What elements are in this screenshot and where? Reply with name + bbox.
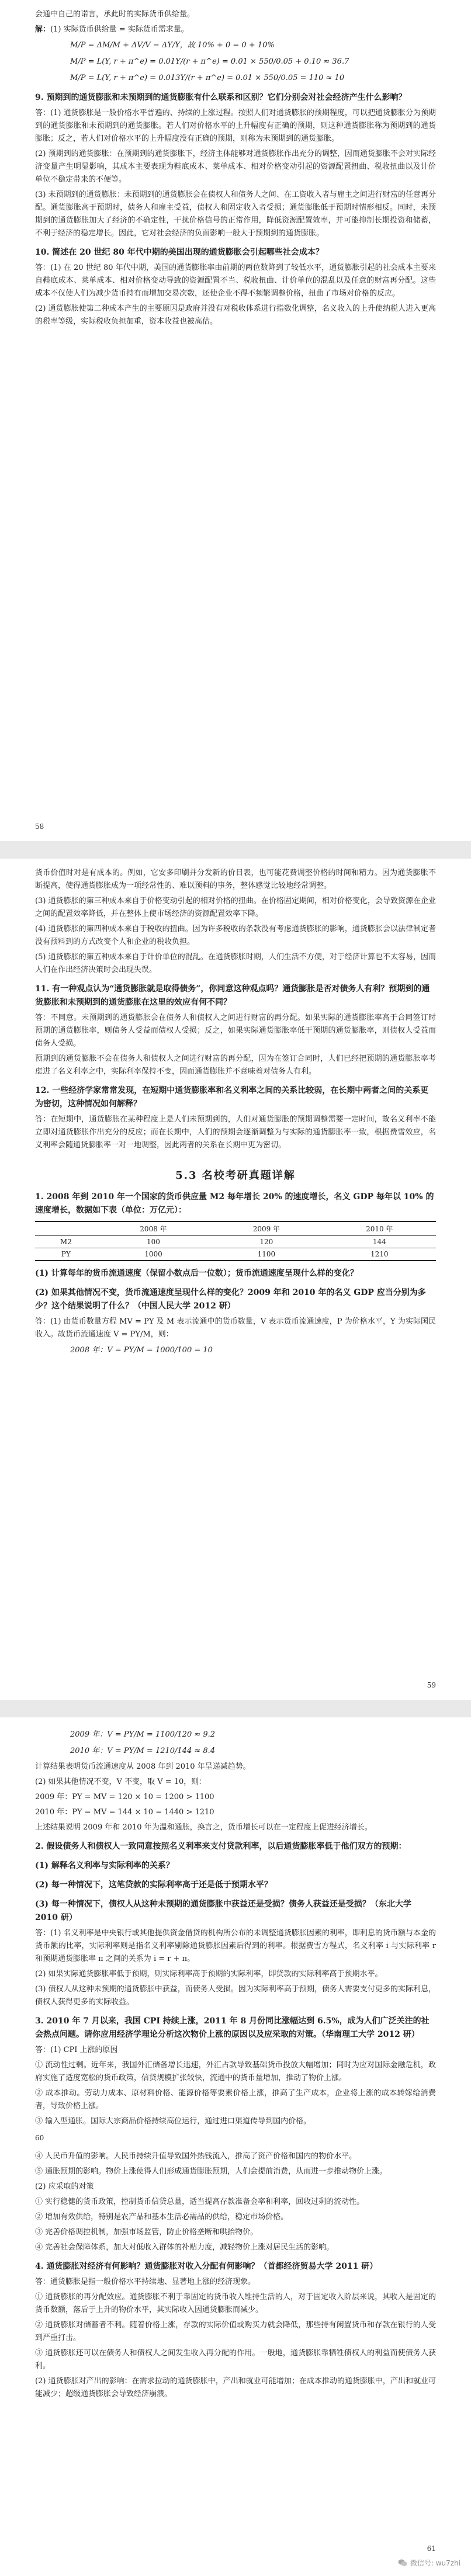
table-row [35, 1236, 436, 1248]
exam-answer-3-heading: 答：(1) CPI 上涨的原因 [35, 2046, 118, 2054]
question-10: 10. 简述在 20 世纪 80 年代中期的美国出现的通货膨胀会引起哪些社会成本？ [35, 248, 324, 257]
exam-answer-3-measure-2: ② 增加有效供给，特别是农产品和基本生活必需品的供给，稳定市场价格。 [35, 2213, 289, 2221]
exam-question-1-part-2: (2) 如果其他情况不变，货币流通速度呈现什么样的变化？2009 年和 2010 年的名义 GDP 应当分别为多少？这个结果说明了什么？（中国人民大学 2012 研） [35, 1288, 426, 1311]
wechat-watermark [398, 2558, 460, 2568]
equation-1: M/P = ΔM/M + ΔV/V − ΔY/Y，故 10% + 0 = 0 + 10% [70, 41, 275, 50]
table-header: 2010 年 [323, 1221, 436, 1236]
text-line: 计算结果表明货币流通速度从 2008 年到 2010 年呈递减趋势。 [35, 1762, 251, 1771]
exam-question-2: 2. 假设债务人和债权人一致同意按照名义利率来支付贷款利率，以后通货膨胀率低于他们双方的预期： [35, 1842, 407, 1851]
exam-question-2-part-1: (1) 解释名义利率与实际利率的关系？ [35, 1861, 174, 1870]
exam-answer-1: 答：(1) 由货币数量方程 MV = PY 及 M 表示流通中的货币数量，V 表示货币流通速度，P 为价格水平，Y 为实际国民收入。故货币流通速度 V = PY/M，则： [35, 1317, 436, 1339]
equation-2010: 2010 年：V = PY/M = 1210/144 ≈ 8.4 [70, 1747, 216, 1755]
wechat-icon [398, 2559, 407, 2567]
exam-answer-3-point-1: ① 流动性过剩。近年来，我国外汇储备增长迅速，外汇占款导致基础货币投放大幅增加；同时为应对国际金融危机，政府实施了适度宽松的货币政策，信贷规模扩张较快，流通中的货币量增加，推动了物价上涨。 [35, 2061, 436, 2082]
exam-answer-4-point-1: ① 通货膨胀的再分配效应。通货膨胀不利于靠固定的货币收入维持生活的人，对于固定收入阶层来说，其收入是固定的货币数额，落后于上升的物价水平，其实际收入因通货膨胀而减少。 [35, 2293, 436, 2314]
exam-answer-2-part-1: 答：(1) 名义利率是中央银行或其他提供资金借贷的机构所公布的未调整通货膨胀因素的利率，即利息的货币额与本金的货币额的比率，实际利率则是指名义利率剔除通货膨胀因素后得到的利率。根据费雪方程式，名义利率 i 与实际利率 r 和预期通货膨胀率 π 之间的关系为 i = r + π。 [35, 1929, 436, 1963]
question-12: 12. 一些经济学家常常发现，在短期中通货膨胀率和名义利率之间的关系比较弱，在长期中两者之间的关系更为密切，这种情况如何解释？ [35, 1086, 429, 1109]
table-cell: M2 [35, 1236, 97, 1248]
exam-question-2-part-2: (2) 每一种情况下，这笔贷款的实际利率高于还是低于预期水平？ [35, 1880, 272, 1890]
equation-2: M/P = L(Y, r + π^e) = 0.01Y/(r + π^e) = 0.01 × 550/0.05 + 0.10 ≈ 36.7 [70, 57, 349, 66]
answer-12: 答：在短期中，通货膨胀在某种程度上是人们未预期到的，人们对通货膨胀的预期调整需要一定时间，故名义利率不能立即对通货膨胀作出充分的反应；而在长期中，人们的预期会逐渐调整为与实际的通货膨胀率一致，根据费雪效应，名义利率会随通货膨胀率一对一地调整，因此两者的关系在长期中更为密切。 [35, 1115, 436, 1150]
exam-answer-3-point-3: ③ 输入型通胀。国际大宗商品价格持续高位运行，通过进口渠道传导到国内价格。 [35, 2117, 311, 2126]
answer-9-part-3: (3) 未预期到的通货膨胀：未预期到的通货膨胀会在债权人和债务人之间、在工资收入者与雇主之间进行财富的任意再分配。通货膨胀高于预期时，债务人和雇主受益，债权人和固定收入者受损；通货膨胀低于预期时情形相反。同时，未预期到的通货膨胀加大了经济的不确定性，干扰价格信号的正常作用，降低资源配置效率，并可能抑制长期投资和储蓄，不利于经济的稳定增长。因此，它对社会经济的负面影响一般大于预期到的通货膨胀。 [35, 190, 436, 238]
page-number-60: 60 [35, 2134, 44, 2142]
page-number: 58 [35, 822, 44, 831]
exam-question-4: 4. 通货膨胀对经济有何影响？通货膨胀对收入分配有何影响？（首都经济贸易大学 2011 研） [35, 2262, 378, 2271]
page-60-61 [0, 1717, 471, 2576]
continuation-3: (4) 通货膨胀的第四种成本来自于税收的扭曲。因为许多税收的条款没有考虑通货膨胀的影响，通货膨胀会以法律制定者没有预料到的方式改变个人和企业的税收负担。 [35, 925, 436, 946]
text-line: 2009 年：PY = MV = 120 × 10 = 1200 > 1100 [35, 1793, 214, 1801]
text-line: 上述结果说明 2009 年和 2010 年为温和通胀，换言之，货币增长可以在一定程度上促进经济增长。 [35, 1823, 372, 1832]
table-header: 2008 年 [97, 1221, 210, 1236]
table-cell: PY [35, 1248, 97, 1261]
table-cell: 144 [323, 1236, 436, 1248]
table-cell: 1100 [210, 1248, 323, 1261]
exam-answer-3-point-2: ② 成本推动。劳动力成本、原材料价格、能源价格等要素价格上涨，推高了生产成本，企业将上涨的成本转嫁给消费者，导致价格上涨。 [35, 2089, 436, 2110]
solution-label [35, 23, 436, 36]
equation-2008: 2008 年：V = PY/M = 1000/100 = 10 [70, 1346, 213, 1355]
page-58 [0, 0, 471, 841]
page-number: 59 [427, 1681, 436, 1689]
exam-answer-4-point-4: (2) 通货膨胀对产出的影响：在需求拉动的通货膨胀中，产出和就业可能增加；在成本推动的通货膨胀中，产出和就业可能减少；超级通货膨胀会导致经济崩溃。 [35, 2377, 436, 2398]
continuation-2: (3) 通货膨胀的第三种成本来自于价格变动引起的相对价格的扭曲。在价格固定期间，相对价格变化，会导致资源在企业之间的配置效率降低，并在整体上使市场经济的资源配置效率下降。 [35, 897, 436, 918]
section-heading: 5.3 名校考研真题详解 [175, 1169, 296, 1182]
data-table [35, 1221, 436, 1261]
exam-question-2-part-3: (3) 每一种情况下，债权人从这种未预期的通货膨胀中获益还是受损？债务人获益还是受损？（东北大学 2010 研） [35, 1900, 411, 1922]
answer-9-part-2: (2) 预期到的通货膨胀：在预期到的通货膨胀下，经济主体能够对通货膨胀作出充分的调整，因而通货膨胀不会对实际经济变量产生明显影响，其成本主要表现为鞋底成本、菜单成本、相对价格变动引起的资源配置扭曲、税收扭曲以及计价单位不稳定带来的不便等。 [35, 150, 436, 184]
equation-3: M/P = L(Y, r + π^e) = 0.013Y/(r + π^e) = 0.01 × 550/0.05 = 110 ≈ 10 [70, 74, 345, 82]
exam-answer-4-intro: 答：通货膨胀是指一般价格水平持续地、显著地上涨的经济现象。 [35, 2278, 256, 2286]
exam-answer-3-measures-heading: (2) 应采取的对策 [35, 2182, 94, 2191]
question-9: 9. 预期到的通货膨胀和未预期到的通货膨胀有什么联系和区别？它们分别会对社会经济产生什么影响？ [35, 93, 407, 102]
table-cell: 100 [97, 1236, 210, 1248]
continuation-4: (5) 通货膨胀的第五种成本来自于计价单位的混乱。在通货膨胀时期，人们生活不方便，对于经济计算也不太容易，因而人们在作出经济决策时会出现失误。 [35, 953, 436, 974]
text-line: (2) 如果其他情况不变，V 不变，取 V = 10，则： [35, 1777, 207, 1786]
answer-9-part-1: 答：(1) 通货膨胀是一般价格水平普遍的、持续的上涨过程。按照人们对通货膨胀的预期程度，可以把通货膨胀分为预期到的通货膨胀和未预期到的通货膨胀。若人们对价格水平的上升幅度有正确的预期，则这种通货膨胀称为预期到的通货膨胀；反之，若人们对价格水平的上升幅度没有正确的预期，则称为未预期到的通货膨胀。 [35, 109, 436, 143]
exam-answer-2-part-2: (2) 如果实际通货膨胀率低于预期，则实际利率高于预期的实际利率，即贷款的实际利率高于预期水平。 [35, 1970, 383, 1978]
table-header: 2009 年 [210, 1221, 323, 1236]
page-number-61: 61 [427, 2544, 436, 2553]
table-cell: 1210 [323, 1248, 436, 1261]
intro-text: 会通中自己的诺言，承此时的实际货币供给量。 [35, 10, 195, 19]
exam-question-3: 3. 2010 年 7 月以来，我国 CPI 持续上涨，2011 年 8 月份同比涨幅达到 6.5%，成为人们广泛关注的社会热点问题。请你应用经济学理论分析这次物价上涨的原因以及应采取的对策。（华南理工大学 2012 研） [35, 2016, 430, 2039]
exam-answer-4-point-2: ② 通货膨胀对储蓄者不利。随着价格上涨，存款的实际价值或购买力就会降低，那些持有闲置货币和存款在银行的人受到严重打击。 [35, 2321, 436, 2342]
answer-11-part-1: 答：不同意。未预期到的通货膨胀会在债务人和债权人之间进行财富的再分配。如果实际的通货膨胀率高于合同签订时预期的通货膨胀率，则债务人受益而债权人受损；反之，如果实际通货膨胀率低于预期的通货膨胀率，则债权人受益而债务人受损。 [35, 1013, 436, 1048]
table-cell: 120 [210, 1236, 323, 1248]
exam-answer-4-point-3: ③ 通货膨胀还可以在债务人和债权人之间发生收入再分配的作用。一般地，通货膨胀靠牺牲债权人的利益而使债务人获利。 [35, 2349, 436, 2370]
question-11: 11. 有一种观点认为“通货膨胀就是取得债务”，你同意这种观点吗？通货膨胀是否对债务人有利？预期到的通货膨胀和未预期到的通货膨胀在这里的效应有何不同？ [35, 984, 430, 1007]
text-line: 2010 年：PY = MV = 144 × 10 = 1440 > 1210 [35, 1808, 214, 1817]
exam-question-1: 1. 2008 年到 2010 年一个国家的货币供应量 M2 每年增长 20% 的速度增长，名义 GDP 每年以 10% 的速度增长，数据如下表（单位：万亿元）： [35, 1192, 434, 1215]
answer-11-part-2: 预期到的通货膨胀不会在债务人和债权人之间进行财富的再分配，因为在签订合同时，人们已经把预期的通货膨胀率考虑进了名义利率之中，实际利率保持不变，因而通货膨胀并不意味着对债务人有利。 [35, 1054, 436, 1076]
continuation-1: 货币价值时对是有成本的。例如，它安多印刷并分发新的价目表，也可能花费调整价格的时间和精力。因为通货膨胀不断提高，使得通货膨胀成为一项经常性的、难以预料的事务，整体感觉比较地经常调整。 [35, 869, 436, 890]
exam-answer-3-point-5: ⑤ 通胀预期的影响。物价上涨使得人们形成通货膨胀预期，人们会提前消费，从而进一步推动物价上涨。 [35, 2167, 387, 2176]
page-59 [0, 859, 471, 1700]
exam-answer-2-part-3: (3) 债权人从这种未预期的通货膨胀中获益，而债务人受损。因为实际利率高于预期，债务人需要支付更多的实际利息，债权人获得更多的实际收益。 [35, 1985, 436, 2006]
exam-answer-3-measure-4: ④ 完善社会保障体系，加大对低收入群体的补贴力度，减轻物价上涨对居民生活的影响。 [35, 2243, 334, 2252]
sol-label: 解： [35, 25, 51, 34]
table-header-row [35, 1221, 436, 1236]
answer-10-part-2: (2) 通货膨胀使第二种成本产生的主要原因是政府并没有对税收体系进行指数化调整，名义收入的上升使纳税人进入更高的税率等级，实际税收负担加重，资本收益也被高估。 [35, 304, 436, 326]
exam-answer-3-measure-3: ③ 完善价格调控机制，加强市场监管，防止价格垄断和哄抬物价。 [35, 2228, 258, 2237]
watermark-text: 微信号: wu7zhi [410, 2559, 460, 2567]
exam-question-1-part-1: (1) 计算每年的货币流通速度（保留小数点后一位数）；货币流通速度呈现什么样的变化？ [35, 1269, 358, 1278]
answer-10-part-1: 答：(1) 在 20 世纪 80 年代中期，美国的通货膨胀率由前期的两位数降到了较低水平，通货膨胀引起的社会成本主要来自鞋底成本、菜单成本、相对价格变动导致的资源配置不当、税收扭曲、计价单位的混乱以及任意的财富再分配。这些成本不仅使人们为减少货币持有而增加交易次数，还使企业不得不频繁调整价格，扭曲了市场对价格的反应。 [35, 263, 436, 298]
table-cell: 1000 [97, 1248, 210, 1261]
exam-answer-3-point-4: ④ 人民币升值的影响。人民币持续升值导致国外热钱流入，推高了资产价格和国内的物价水平。 [35, 2152, 357, 2161]
table-header [35, 1221, 97, 1236]
exam-answer-3-measure-1: ① 实行稳健的货币政策，控制货币信贷总量，适当提高存款准备金率和利率，回收过剩的流动性。 [35, 2197, 365, 2206]
solution-line-1: (1) 实际货币供给量 = 实际货币需求量。 [50, 25, 189, 34]
table-row [35, 1248, 436, 1261]
equation-2009: 2009 年：V = PY/M = 1100/120 ≈ 9.2 [70, 1730, 216, 1739]
